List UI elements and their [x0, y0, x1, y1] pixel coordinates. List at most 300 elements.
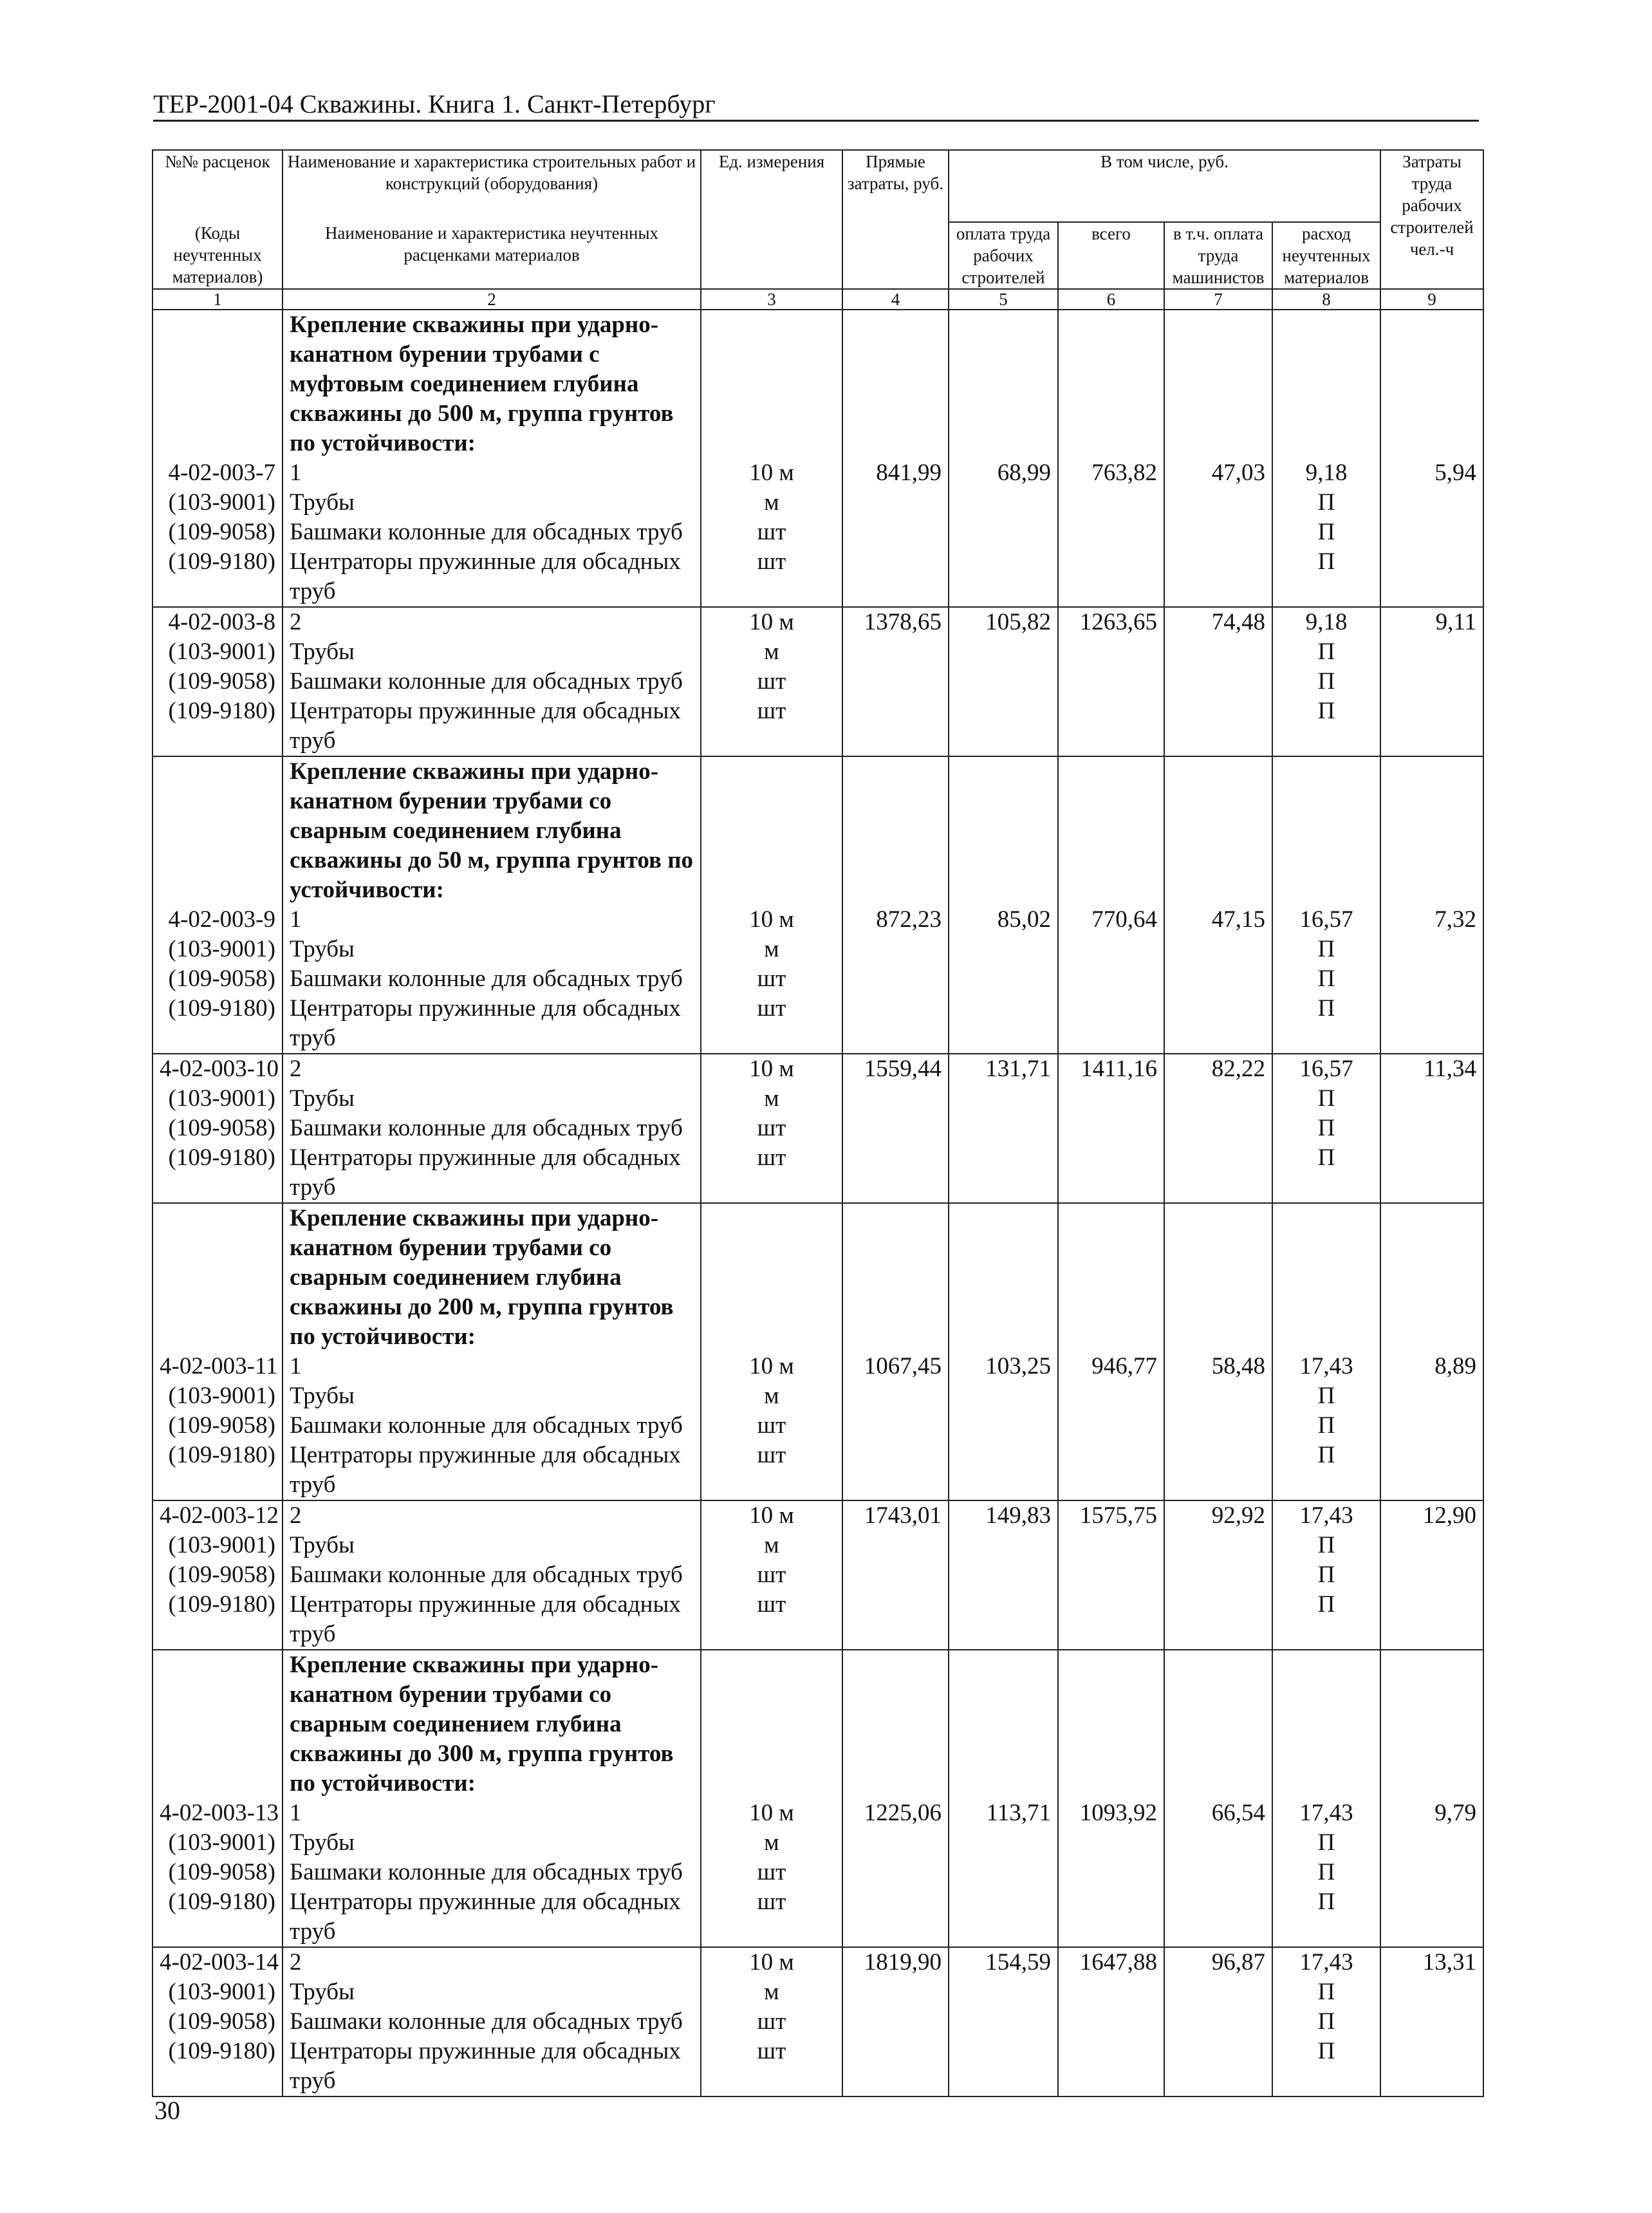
empty-cell: [1164, 1531, 1272, 1560]
rate-row: [153, 1352, 1483, 1381]
empty-cell: [949, 994, 1058, 1054]
empty-cell: [949, 2037, 1058, 2096]
labor-hours: 13,31: [1380, 1947, 1483, 1977]
rate-name: 2: [283, 1947, 701, 1977]
empty-cell: [949, 637, 1058, 667]
material-mark: П: [1272, 1143, 1380, 1203]
material-row: [153, 547, 1483, 607]
empty-cell: [842, 637, 949, 667]
material-row: [153, 637, 1483, 667]
material-code: (109-9058): [153, 518, 283, 547]
empty-cell: [1164, 964, 1272, 994]
material-name: Трубы: [283, 637, 701, 667]
empty-cell: [1058, 1560, 1164, 1590]
empty-cell: [1058, 1977, 1164, 2007]
labor-hours: 12,90: [1380, 1500, 1483, 1531]
material-name: Центраторы пружинные для обсадных труб: [283, 2037, 701, 2096]
empty-cell: [1380, 964, 1483, 994]
empty-cell: [1164, 756, 1272, 905]
material-code: (109-9180): [153, 994, 283, 1054]
material-code: (109-9058): [153, 1560, 283, 1590]
column-number-cell: 5: [949, 289, 1058, 310]
empty-cell: [1380, 1441, 1483, 1500]
material-row: [153, 518, 1483, 547]
labor-hours: 8,89: [1380, 1352, 1483, 1381]
material-unit: шт: [701, 547, 842, 607]
empty-cell: [1164, 696, 1272, 756]
material-name: Башмаки колонные для обсадных труб: [283, 667, 701, 696]
machines-total: 1647,88: [1058, 1947, 1164, 1977]
machinist-pay: 58,48: [1164, 1352, 1272, 1381]
empty-cell: [1380, 1858, 1483, 1887]
empty-cell: [949, 756, 1058, 905]
empty-cell: [1164, 935, 1272, 964]
empty-cell: [949, 1143, 1058, 1203]
group-title-row: [153, 1650, 1483, 1798]
rates-table: [152, 149, 1484, 2097]
empty-cell: [1058, 964, 1164, 994]
col-header-materials: расход неучтенных материалов: [1272, 222, 1380, 289]
material-unit: шт: [701, 2007, 842, 2037]
empty-cell: [1164, 1114, 1272, 1143]
rate-unit: 10 м: [701, 1798, 842, 1828]
material-code: (109-9058): [153, 667, 283, 696]
empty-cell: [153, 310, 283, 458]
empty-cell: [1164, 1977, 1272, 2007]
material-mark: П: [1272, 488, 1380, 518]
rate-unit: 10 м: [701, 1947, 842, 1977]
machinist-pay: 92,92: [1164, 1500, 1272, 1531]
empty-cell: [1164, 310, 1272, 458]
machinist-pay: 47,15: [1164, 905, 1272, 935]
empty-cell: [842, 547, 949, 607]
empty-cell: [842, 310, 949, 458]
material-code: (109-9180): [153, 547, 283, 607]
direct-costs: 1378,65: [842, 607, 949, 637]
empty-cell: [701, 1203, 842, 1352]
machines-total: 1575,75: [1058, 1500, 1164, 1531]
empty-cell: [842, 1560, 949, 1590]
rate-code: 4-02-003-13: [153, 1798, 283, 1828]
material-row: [153, 2037, 1483, 2096]
column-number-cell: 8: [1272, 289, 1380, 310]
empty-cell: [1164, 1203, 1272, 1352]
empty-cell: [1058, 1590, 1164, 1650]
material-name: Башмаки колонные для обсадных труб: [283, 1560, 701, 1590]
material-mark: П: [1272, 518, 1380, 547]
material-code: (103-9001): [153, 1531, 283, 1560]
rate-unit: 10 м: [701, 1352, 842, 1381]
labor-hours: 9,79: [1380, 1798, 1483, 1828]
empty-cell: [842, 1381, 949, 1411]
labor-hours: 7,32: [1380, 905, 1483, 935]
group-title: Крепление скважины при ударно-канатном бурении трубами со сварным соединением глубина скважины до 50 м, группа грунтов по устойчивости:: [283, 756, 701, 905]
empty-cell: [1058, 1084, 1164, 1114]
rate-row: [153, 1500, 1483, 1531]
material-name: Трубы: [283, 1381, 701, 1411]
material-mark: П: [1272, 2007, 1380, 2037]
empty-cell: [1380, 1977, 1483, 2007]
empty-cell: [1058, 1828, 1164, 1858]
empty-cell: [842, 1114, 949, 1143]
material-code: (109-9180): [153, 696, 283, 756]
labor-hours: 9,11: [1380, 607, 1483, 637]
empty-cell: [701, 310, 842, 458]
rate-row: [153, 905, 1483, 935]
empty-cell: [949, 1828, 1058, 1858]
empty-cell: [949, 1441, 1058, 1500]
empty-cell: [1164, 2007, 1272, 2037]
labor-pay: 68,99: [949, 458, 1058, 488]
empty-cell: [842, 518, 949, 547]
rate-name: 1: [283, 1798, 701, 1828]
material-mark: П: [1272, 994, 1380, 1054]
col-header-material-codes: (Коды неучтенных материалов): [153, 222, 283, 289]
col-header-work-name: Наименование и характеристика строительных работ и конструкций (оборудования): [283, 150, 701, 222]
material-mark: П: [1272, 696, 1380, 756]
empty-cell: [1058, 667, 1164, 696]
labor-pay: 131,71: [949, 1054, 1058, 1084]
empty-cell: [1380, 1887, 1483, 1947]
empty-cell: [153, 1650, 283, 1798]
materials-cost: 16,57: [1272, 1054, 1380, 1084]
empty-cell: [1164, 1084, 1272, 1114]
empty-cell: [1380, 1143, 1483, 1203]
empty-cell: [842, 935, 949, 964]
empty-cell: [1164, 2037, 1272, 2096]
empty-cell: [1058, 1381, 1164, 1411]
material-unit: шт: [701, 1858, 842, 1887]
material-row: [153, 1531, 1483, 1560]
rate-row: [153, 607, 1483, 637]
labor-pay: 154,59: [949, 1947, 1058, 1977]
empty-cell: [1164, 518, 1272, 547]
empty-cell: [1380, 1531, 1483, 1560]
empty-cell: [949, 1977, 1058, 2007]
material-row: [153, 935, 1483, 964]
empty-cell: [842, 1828, 949, 1858]
material-unit: м: [701, 1381, 842, 1411]
material-name: Башмаки колонные для обсадных труб: [283, 1411, 701, 1441]
empty-cell: [949, 935, 1058, 964]
column-number-cell: 4: [842, 289, 949, 310]
material-row: [153, 1411, 1483, 1441]
material-unit: шт: [701, 1441, 842, 1500]
material-code: (109-9180): [153, 2037, 283, 2096]
material-mark: П: [1272, 1531, 1380, 1560]
empty-cell: [1380, 547, 1483, 607]
material-unit: шт: [701, 964, 842, 994]
empty-cell: [949, 2007, 1058, 2037]
empty-cell: [1164, 1560, 1272, 1590]
empty-cell: [1380, 2007, 1483, 2037]
empty-cell: [842, 488, 949, 518]
rate-unit: 10 м: [701, 905, 842, 935]
material-unit: м: [701, 1828, 842, 1858]
empty-cell: [949, 1650, 1058, 1798]
empty-cell: [842, 1084, 949, 1114]
rate-unit: 10 м: [701, 1054, 842, 1084]
rate-name: 2: [283, 1500, 701, 1531]
material-row: [153, 994, 1483, 1054]
material-row: [153, 1084, 1483, 1114]
material-name: Трубы: [283, 488, 701, 518]
column-number-cell: 9: [1380, 289, 1483, 310]
material-code: (109-9058): [153, 1411, 283, 1441]
material-code: (103-9001): [153, 1084, 283, 1114]
empty-cell: [842, 696, 949, 756]
group-title-row: [153, 1203, 1483, 1352]
rate-name: 1: [283, 1352, 701, 1381]
empty-cell: [842, 2037, 949, 2096]
material-mark: П: [1272, 1977, 1380, 2007]
empty-cell: [1380, 1084, 1483, 1114]
empty-cell: [1164, 488, 1272, 518]
empty-cell: [1164, 637, 1272, 667]
labor-pay: 113,71: [949, 1798, 1058, 1828]
materials-cost: 16,57: [1272, 905, 1380, 935]
rate-row: [153, 1054, 1483, 1084]
empty-cell: [1380, 1203, 1483, 1352]
material-unit: шт: [701, 1143, 842, 1203]
group-title: Крепление скважины при ударно-канатном бурении трубами со сварным соединением глубина скважины до 200 м, группа грунтов по устойчивости:: [283, 1203, 701, 1352]
column-number-cell: 7: [1164, 289, 1272, 310]
empty-cell: [1058, 2037, 1164, 2096]
material-name: Трубы: [283, 1977, 701, 2007]
column-number-cell: 3: [701, 289, 842, 310]
empty-cell: [1058, 1203, 1164, 1352]
empty-cell: [1058, 310, 1164, 458]
empty-cell: [1164, 1411, 1272, 1441]
material-name: Трубы: [283, 1531, 701, 1560]
material-name: Трубы: [283, 1084, 701, 1114]
rate-code: 4-02-003-11: [153, 1352, 283, 1381]
empty-cell: [1380, 1650, 1483, 1798]
empty-cell: [1058, 756, 1164, 905]
empty-cell: [949, 518, 1058, 547]
empty-cell: [1380, 1411, 1483, 1441]
direct-costs: 872,23: [842, 905, 949, 935]
direct-costs: 1225,06: [842, 1798, 949, 1828]
material-code: (103-9001): [153, 1977, 283, 2007]
empty-cell: [1380, 637, 1483, 667]
empty-cell: [1272, 310, 1380, 458]
material-name: Центраторы пружинные для обсадных труб: [283, 1887, 701, 1947]
material-unit: шт: [701, 1590, 842, 1650]
machines-total: 1411,16: [1058, 1054, 1164, 1084]
material-row: [153, 1828, 1483, 1858]
empty-cell: [1380, 518, 1483, 547]
empty-cell: [949, 1560, 1058, 1590]
column-number-cell: 2: [283, 289, 701, 310]
empty-cell: [1380, 1828, 1483, 1858]
rate-row: [153, 1798, 1483, 1828]
labor-pay: 149,83: [949, 1500, 1058, 1531]
material-name: Башмаки колонные для обсадных труб: [283, 518, 701, 547]
material-mark: П: [1272, 1114, 1380, 1143]
labor-pay: 105,82: [949, 607, 1058, 637]
empty-cell: [949, 1858, 1058, 1887]
material-row: [153, 1381, 1483, 1411]
empty-cell: [1058, 1114, 1164, 1143]
material-code: (109-9058): [153, 2007, 283, 2037]
material-name: Трубы: [283, 1828, 701, 1858]
empty-cell: [1164, 1143, 1272, 1203]
empty-cell: [1164, 1858, 1272, 1887]
empty-cell: [1272, 1203, 1380, 1352]
labor-pay: 85,02: [949, 905, 1058, 935]
rate-code: 4-02-003-9: [153, 905, 283, 935]
empty-cell: [1380, 994, 1483, 1054]
material-mark: П: [1272, 1560, 1380, 1590]
machines-total: 1263,65: [1058, 607, 1164, 637]
col-header-machines-total: всего: [1058, 222, 1164, 289]
material-unit: шт: [701, 696, 842, 756]
col-header-material-names: Наименование и характеристика неучтенных расценками материалов: [283, 222, 701, 289]
rate-code: 4-02-003-14: [153, 1947, 283, 1977]
machinist-pay: 96,87: [1164, 1947, 1272, 1977]
empty-cell: [949, 488, 1058, 518]
rate-code: 4-02-003-8: [153, 607, 283, 637]
empty-cell: [842, 1590, 949, 1650]
empty-cell: [842, 667, 949, 696]
material-unit: шт: [701, 1560, 842, 1590]
materials-cost: 17,43: [1272, 1500, 1380, 1531]
rate-code: 4-02-003-10: [153, 1054, 283, 1084]
direct-costs: 1067,45: [842, 1352, 949, 1381]
empty-cell: [1380, 2037, 1483, 2096]
empty-cell: [949, 1887, 1058, 1947]
machinist-pay: 82,22: [1164, 1054, 1272, 1084]
material-mark: П: [1272, 2037, 1380, 2096]
empty-cell: [1272, 756, 1380, 905]
empty-cell: [1380, 1590, 1483, 1650]
page-header: ТЕР-2001-04 Скважины. Книга 1. Санкт-Петербург: [153, 89, 1479, 122]
col-header-direct-costs: Прямые затраты, руб.: [842, 150, 949, 289]
material-mark: П: [1272, 1381, 1380, 1411]
empty-cell: [949, 310, 1058, 458]
material-mark: П: [1272, 1590, 1380, 1650]
empty-cell: [949, 667, 1058, 696]
empty-cell: [842, 994, 949, 1054]
direct-costs: 1819,90: [842, 1947, 949, 1977]
machines-total: 946,77: [1058, 1352, 1164, 1381]
material-mark: П: [1272, 964, 1380, 994]
rate-unit: 10 м: [701, 458, 842, 488]
material-code: (109-9180): [153, 1887, 283, 1947]
empty-cell: [1380, 935, 1483, 964]
labor-pay: 103,25: [949, 1352, 1058, 1381]
empty-cell: [1058, 994, 1164, 1054]
empty-cell: [842, 2007, 949, 2037]
materials-cost: 9,18: [1272, 458, 1380, 488]
empty-cell: [842, 1143, 949, 1203]
page-number: 30: [154, 2096, 180, 2125]
empty-cell: [1058, 547, 1164, 607]
empty-cell: [842, 1441, 949, 1500]
material-row: [153, 1590, 1483, 1650]
empty-cell: [949, 1590, 1058, 1650]
empty-cell: [1164, 994, 1272, 1054]
material-name: Центраторы пружинные для обсадных труб: [283, 1143, 701, 1203]
empty-cell: [1058, 935, 1164, 964]
material-row: [153, 1560, 1483, 1590]
empty-cell: [842, 1531, 949, 1560]
material-row: [153, 1858, 1483, 1887]
empty-cell: [1380, 756, 1483, 905]
empty-cell: [1058, 2007, 1164, 2037]
empty-cell: [1058, 1441, 1164, 1500]
material-code: (109-9180): [153, 1143, 283, 1203]
empty-cell: [153, 756, 283, 905]
group-title-row: [153, 756, 1483, 905]
empty-cell: [842, 756, 949, 905]
col-header-labor-pay: оплата труда рабочих строителей: [949, 222, 1058, 289]
empty-cell: [1164, 1441, 1272, 1500]
machines-total: 763,82: [1058, 458, 1164, 488]
material-name: Трубы: [283, 935, 701, 964]
material-unit: шт: [701, 1887, 842, 1947]
empty-cell: [1058, 518, 1164, 547]
empty-cell: [949, 1203, 1058, 1352]
material-row: [153, 1887, 1483, 1947]
material-row: [153, 696, 1483, 756]
empty-cell: [1058, 1411, 1164, 1441]
col-header-rate-no: №№ расценок: [153, 150, 283, 222]
material-name: Башмаки колонные для обсадных труб: [283, 2007, 701, 2037]
empty-cell: [1164, 1650, 1272, 1798]
material-unit: м: [701, 637, 842, 667]
empty-cell: [1380, 1114, 1483, 1143]
empty-cell: [842, 964, 949, 994]
column-numbers-row: [153, 289, 1483, 310]
empty-cell: [1058, 696, 1164, 756]
materials-cost: 17,43: [1272, 1947, 1380, 1977]
empty-cell: [1380, 310, 1483, 458]
material-name: Башмаки колонные для обсадных труб: [283, 1114, 701, 1143]
material-name: Центраторы пружинные для обсадных труб: [283, 547, 701, 607]
machines-total: 770,64: [1058, 905, 1164, 935]
rate-unit: 10 м: [701, 1500, 842, 1531]
rate-unit: 10 м: [701, 607, 842, 637]
column-number-cell: 6: [1058, 289, 1164, 310]
empty-cell: [701, 756, 842, 905]
labor-hours: 5,94: [1380, 458, 1483, 488]
material-name: Башмаки колонные для обсадных труб: [283, 964, 701, 994]
material-mark: П: [1272, 1858, 1380, 1887]
empty-cell: [1380, 1381, 1483, 1411]
material-code: (103-9001): [153, 488, 283, 518]
col-header-including: В том числе, руб.: [949, 150, 1380, 222]
group-title: Крепление скважины при ударно-канатном бурении трубами со сварным соединением глубина скважины до 300 м, группа грунтов по устойчивости:: [283, 1650, 701, 1798]
rate-row: [153, 1947, 1483, 1977]
material-unit: шт: [701, 667, 842, 696]
empty-cell: [1058, 1650, 1164, 1798]
empty-cell: [1164, 1887, 1272, 1947]
material-code: (103-9001): [153, 1381, 283, 1411]
material-mark: П: [1272, 1441, 1380, 1500]
empty-cell: [949, 1114, 1058, 1143]
material-row: [153, 488, 1483, 518]
empty-cell: [1380, 667, 1483, 696]
material-row: [153, 1977, 1483, 2007]
material-row: [153, 1114, 1483, 1143]
rate-name: 2: [283, 607, 701, 637]
material-mark: П: [1272, 637, 1380, 667]
empty-cell: [153, 1203, 283, 1352]
rate-row: [153, 458, 1483, 488]
col-header-unit: Ед. измерения: [701, 150, 842, 289]
